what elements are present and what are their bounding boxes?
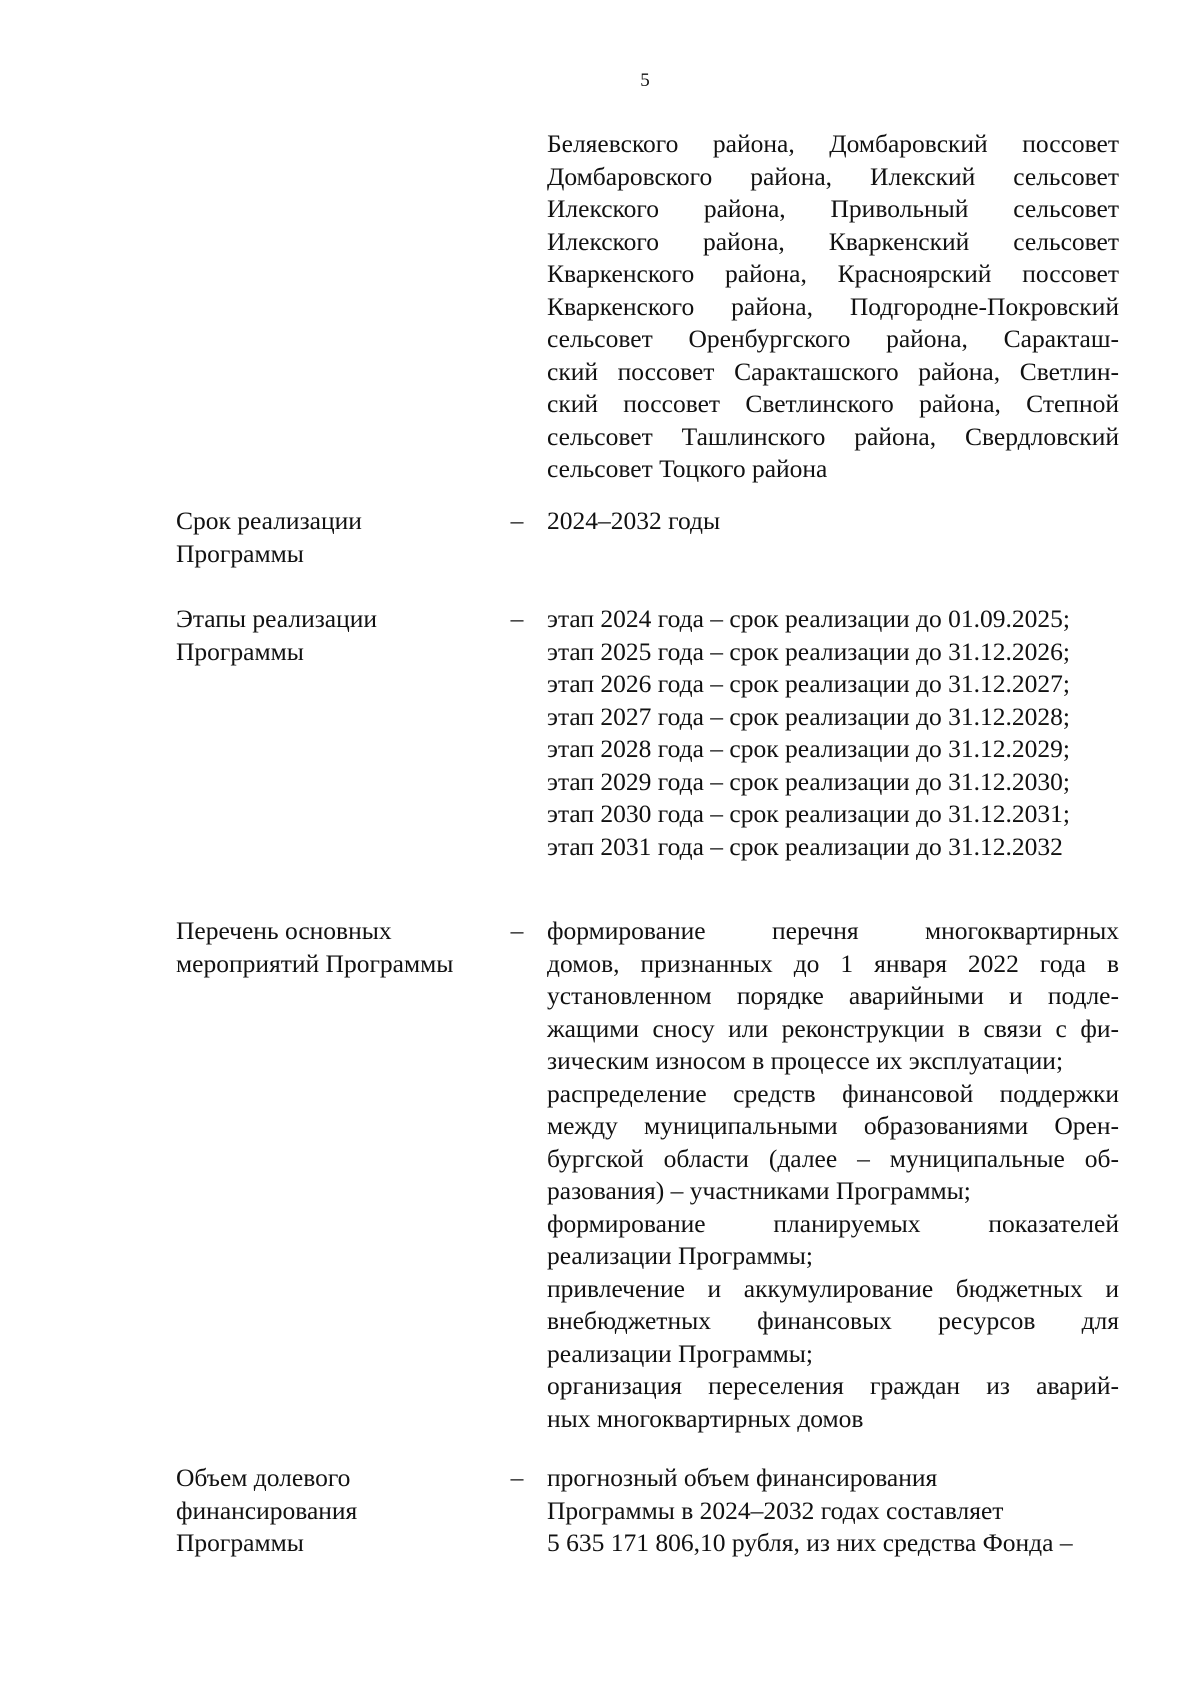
stage-item: этап 2030 года – срок реализации до 31.12.2031; <box>547 799 1070 828</box>
stage-item: этап 2031 года – срок реализации до 31.12.2032 <box>547 831 1063 861</box>
intro-line: Илекского района, Привольный сельсовет <box>547 194 1119 223</box>
intro-line: сельсовет Тоцкого района <box>547 454 828 483</box>
term-value-line: 2024–2032 годы <box>547 506 721 535</box>
activity-line: разования) – участниками Программы; <box>547 1176 971 1205</box>
stages-label-line: Этапы реализации <box>176 604 378 633</box>
intro-line: Домбаровского района, Илекский сельсовет <box>547 161 1119 191</box>
activities-label-line: Перечень основных <box>176 916 392 945</box>
stage-item: этап 2028 года – срок реализации до 31.12.2029; <box>547 734 1070 763</box>
activity-line: реализации Программы; <box>547 1338 813 1368</box>
stage-item: этап 2027 года – срок реализации до 31.12.2028; <box>547 701 1070 731</box>
activity-line: домов, признанных до 1 января 2022 года в <box>547 948 1119 978</box>
activity-line: ных многоквартирных домов <box>547 1403 864 1433</box>
activity-line: распределение средств финансовой поддержки <box>547 1078 1119 1108</box>
financing-line: Программы в 2024–2032 годах составляет <box>547 1495 1004 1525</box>
term-label-line: Срок реализации <box>176 506 362 535</box>
activities-dash: – <box>510 916 524 945</box>
financing-text <box>547 1462 1147 1560</box>
activity-line: организация переселения граждан из аварий- <box>547 1371 1119 1400</box>
financing-label <box>176 1462 506 1560</box>
term-dash: – <box>510 506 524 535</box>
intro-paragraph <box>547 128 1119 486</box>
activity-line: жащими сносу или реконструкции в связи с фи- <box>547 1013 1119 1043</box>
term-label-line: Программы <box>176 538 304 568</box>
term-value <box>547 505 1119 538</box>
stage-item: этап 2029 года – срок реализации до 31.12.2030; <box>547 766 1070 796</box>
activity-line: реализации Программы; <box>547 1241 813 1270</box>
stage-item: этап 2024 года – срок реализации до 01.09.2025; <box>547 604 1070 633</box>
activity-line: формирование перечня многоквартирных <box>547 916 1119 945</box>
activity-line: внебюджетных финансовых ресурсов для <box>547 1306 1119 1335</box>
term-label <box>176 505 506 570</box>
intro-line: Беляевского района, Домбаровский поссовет <box>547 129 1119 158</box>
financing-dash: – <box>510 1463 524 1492</box>
stages-dash: – <box>510 604 524 633</box>
stages-label-line: Программы <box>176 636 304 666</box>
activities-label <box>176 915 506 980</box>
intro-line: сельсовет Оренбургского района, Саракташ- <box>547 324 1119 353</box>
activity-line: бургской области (далее – муниципальные об- <box>547 1143 1119 1173</box>
intro-line: сельсовет Ташлинского района, Свердловский <box>547 421 1119 451</box>
financing-line: 5 635 171 806,10 рубля, из них средства Фонда – <box>547 1528 1073 1557</box>
activity-line: установленном порядке аварийными и подле- <box>547 981 1119 1010</box>
intro-line: Кваркенского района, Подгородне-Покровский <box>547 291 1119 321</box>
page-number: 5 <box>640 70 650 91</box>
intro-line: Кваркенского района, Красноярский поссовет <box>547 259 1119 288</box>
activity-line: привлечение и аккумулирование бюджетных и <box>547 1273 1119 1303</box>
stages-list <box>547 603 1119 863</box>
intro-line: ский поссовет Светлинского района, Степной <box>547 389 1119 418</box>
activity-line: зическим износом в процессе их эксплуатации; <box>547 1046 1064 1075</box>
activities-label-line: мероприятий Программы <box>176 948 454 978</box>
activity-line: формирование планируемых показателей <box>547 1208 1119 1238</box>
stages-label <box>176 603 506 668</box>
intro-line: ский поссовет Саракташского района, Светлин- <box>547 356 1119 386</box>
financing-label-line: Объем долевого <box>176 1463 351 1492</box>
financing-label-line: финансирования <box>176 1495 358 1525</box>
financing-line: прогнозный объем финансирования <box>547 1463 938 1492</box>
intro-line: Илекского района, Кваркенский сельсовет <box>547 226 1119 256</box>
financing-label-line: Программы <box>176 1528 304 1557</box>
activities-list <box>547 915 1119 1435</box>
activity-line: между муниципальными образованиями Орен- <box>547 1111 1119 1140</box>
stage-item: этап 2025 года – срок реализации до 31.12.2026; <box>547 636 1070 666</box>
stage-item: этап 2026 года – срок реализации до 31.12.2027; <box>547 669 1070 698</box>
